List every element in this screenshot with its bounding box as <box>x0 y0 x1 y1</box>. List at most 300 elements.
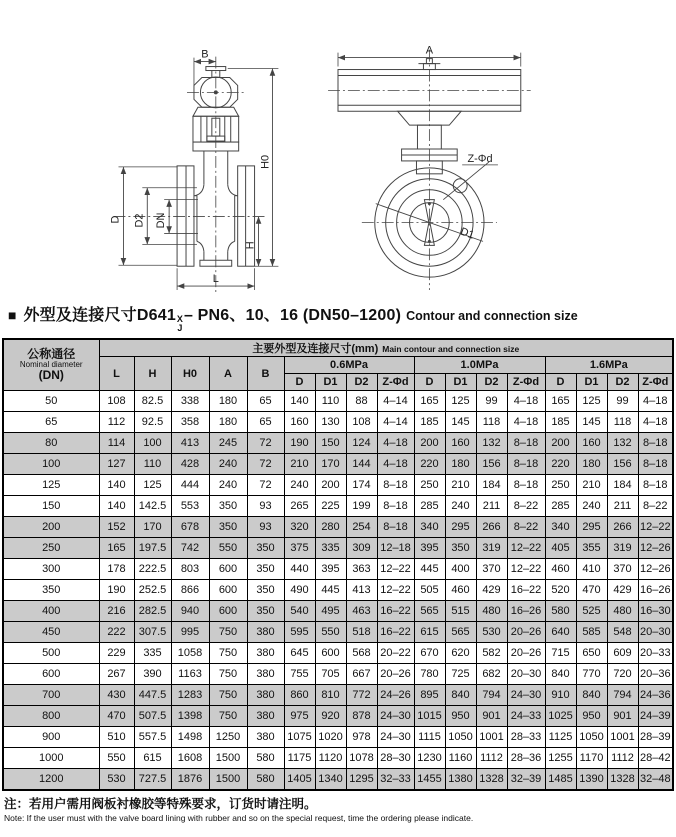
cell-06-d: 1075 <box>284 727 315 748</box>
cell-06-d2: 1295 <box>346 769 377 791</box>
cell-a: 245 <box>209 433 247 454</box>
cell-l: 430 <box>99 685 134 706</box>
cell-10-d: 185 <box>414 412 445 433</box>
cell-16-d: 910 <box>545 685 576 706</box>
cell-10-d: 220 <box>414 454 445 475</box>
table-header <box>3 339 673 391</box>
cell-l: 178 <box>99 559 134 580</box>
cell-16-d: 285 <box>545 496 576 517</box>
cell-16-zphid: 8–18 <box>638 433 673 454</box>
cell-h: 142.5 <box>134 496 171 517</box>
dim-label-l: L <box>212 273 219 286</box>
cell-h: 82.5 <box>134 391 171 412</box>
cell-06-zphid: 20–26 <box>377 664 414 685</box>
group-header-16mpa: 1.6MPa <box>545 357 673 374</box>
cell-16-d: 185 <box>545 412 576 433</box>
cell-16-d1: 650 <box>576 643 607 664</box>
cell-16-d2: 1112 <box>607 748 638 769</box>
cell-a: 550 <box>209 538 247 559</box>
cell-h0: 1398 <box>171 706 209 727</box>
section-title <box>0 298 676 338</box>
cell-16-zphid: 32–48 <box>638 769 673 791</box>
cell-06-d: 755 <box>284 664 315 685</box>
cell-dn: 65 <box>3 412 99 433</box>
cell-h: 92.5 <box>134 412 171 433</box>
cell-b: 65 <box>247 412 284 433</box>
cell-06-d: 440 <box>284 559 315 580</box>
cell-10-d2: 266 <box>476 517 507 538</box>
cell-06-zphid: 24–30 <box>377 727 414 748</box>
sub-header-d: D <box>284 374 315 391</box>
cell-06-d: 240 <box>284 475 315 496</box>
cell-16-d1: 240 <box>576 496 607 517</box>
model-xj-stack <box>177 315 183 332</box>
cell-16-d2: 99 <box>607 391 638 412</box>
table-row <box>3 517 673 538</box>
cell-h0: 413 <box>171 433 209 454</box>
cell-06-d1: 395 <box>315 559 346 580</box>
cell-h0: 1163 <box>171 664 209 685</box>
cell-h: 100 <box>134 433 171 454</box>
cell-10-d: 1115 <box>414 727 445 748</box>
cell-10-d2: 794 <box>476 685 507 706</box>
cell-10-zphid: 20–30 <box>507 664 545 685</box>
cell-06-d2: 568 <box>346 643 377 664</box>
cell-06-d: 595 <box>284 622 315 643</box>
cell-06-d: 140 <box>284 391 315 412</box>
dn-header-en: Nominal diameter <box>19 359 83 369</box>
cell-10-d: 615 <box>414 622 445 643</box>
main-header-en: Main contour and connection size <box>382 344 520 355</box>
cell-06-zphid: 4–18 <box>377 454 414 475</box>
cell-b: 380 <box>247 685 284 706</box>
cell-dn: 200 <box>3 517 99 538</box>
cell-b: 65 <box>247 391 284 412</box>
cell-06-d1: 810 <box>315 685 346 706</box>
cell-10-d: 165 <box>414 391 445 412</box>
cell-a: 1500 <box>209 748 247 769</box>
cell-b: 93 <box>247 496 284 517</box>
cell-16-zphid: 8–22 <box>638 496 673 517</box>
cell-h0: 995 <box>171 622 209 643</box>
cell-06-d1: 1020 <box>315 727 346 748</box>
cell-h0: 742 <box>171 538 209 559</box>
dim-label-h0: H0 <box>259 154 272 169</box>
cell-16-d: 715 <box>545 643 576 664</box>
sub-header-zphid: Z-Φd <box>638 374 673 391</box>
cell-b: 380 <box>247 622 284 643</box>
cell-10-d1: 125 <box>445 391 476 412</box>
cell-10-d: 1455 <box>414 769 445 791</box>
cell-16-d: 840 <box>545 664 576 685</box>
cell-b: 93 <box>247 517 284 538</box>
note-cn: 注：若用户需用阀板衬橡胶等特殊要求，订货时请注明。 <box>4 797 317 812</box>
cell-h0: 1283 <box>171 685 209 706</box>
cell-h: 557.5 <box>134 727 171 748</box>
front-view-drawing <box>109 49 278 293</box>
table-row <box>3 580 673 601</box>
cell-06-d2: 463 <box>346 601 377 622</box>
footer-note <box>4 794 676 823</box>
dim-h <box>245 217 259 267</box>
sub-header-zphid: Z-Φd <box>507 374 545 391</box>
cell-h: 307.5 <box>134 622 171 643</box>
cell-06-d1: 1120 <box>315 748 346 769</box>
cell-h0: 1876 <box>171 769 209 791</box>
cell-h: 252.5 <box>134 580 171 601</box>
cell-a: 1250 <box>209 727 247 748</box>
cell-10-zphid: 32–39 <box>507 769 545 791</box>
cell-10-d1: 400 <box>445 559 476 580</box>
cell-06-d2: 199 <box>346 496 377 517</box>
cell-16-d1: 410 <box>576 559 607 580</box>
sub-header-d2: D2 <box>476 374 507 391</box>
cell-b: 72 <box>247 475 284 496</box>
col-header-H0: H0 <box>171 357 209 391</box>
dim-label-d1: D1 <box>458 225 476 242</box>
cell-10-d: 395 <box>414 538 445 559</box>
cell-dn: 1000 <box>3 748 99 769</box>
cell-16-zphid: 12–26 <box>638 559 673 580</box>
cell-06-zphid: 16–22 <box>377 622 414 643</box>
cell-10-d2: 319 <box>476 538 507 559</box>
cell-l: 112 <box>99 412 134 433</box>
cell-a: 180 <box>209 391 247 412</box>
col-header-dn <box>3 339 99 391</box>
cell-dn: 80 <box>3 433 99 454</box>
cell-h0: 444 <box>171 475 209 496</box>
dim-label-b: B <box>201 48 209 61</box>
cell-06-d1: 200 <box>315 475 346 496</box>
sub-header-d2: D2 <box>346 374 377 391</box>
cell-h: 197.5 <box>134 538 171 559</box>
cell-06-zphid: 8–18 <box>377 496 414 517</box>
cell-10-d: 505 <box>414 580 445 601</box>
cell-16-d1: 125 <box>576 391 607 412</box>
cell-06-d: 490 <box>284 580 315 601</box>
col-header-H: H <box>134 357 171 391</box>
cell-16-d2: 548 <box>607 622 638 643</box>
dim-label-d2: D2 <box>133 213 146 228</box>
cell-06-d: 160 <box>284 412 315 433</box>
cell-dn: 250 <box>3 538 99 559</box>
cell-16-zphid: 28–39 <box>638 727 673 748</box>
cell-16-d2: 370 <box>607 559 638 580</box>
cell-16-zphid: 16–26 <box>638 580 673 601</box>
cell-06-d1: 225 <box>315 496 346 517</box>
group-header-10mpa: 1.0MPa <box>414 357 545 374</box>
note-en: Note: If the user must with the valve board lining with rubber and so on the special request, time the ordering please indicate. <box>4 813 474 824</box>
cell-10-d2: 530 <box>476 622 507 643</box>
cell-16-zphid: 20–36 <box>638 664 673 685</box>
cell-16-d2: 184 <box>607 475 638 496</box>
cell-h: 110 <box>134 454 171 475</box>
cell-l: 530 <box>99 769 134 791</box>
cell-a: 600 <box>209 580 247 601</box>
cell-a: 600 <box>209 559 247 580</box>
cell-h0: 866 <box>171 580 209 601</box>
cell-16-zphid: 8–18 <box>638 454 673 475</box>
cell-10-d2: 682 <box>476 664 507 685</box>
table-body <box>3 391 673 791</box>
cell-h0: 358 <box>171 412 209 433</box>
cell-16-d2: 118 <box>607 412 638 433</box>
cell-10-zphid: 4–18 <box>507 412 545 433</box>
sub-header-d2: D2 <box>607 374 638 391</box>
col-header-L: L <box>99 357 134 391</box>
cell-16-zphid: 20–33 <box>638 643 673 664</box>
cell-16-d1: 355 <box>576 538 607 559</box>
cell-b: 350 <box>247 538 284 559</box>
cell-10-d: 670 <box>414 643 445 664</box>
cell-b: 350 <box>247 580 284 601</box>
cell-10-d2: 582 <box>476 643 507 664</box>
cell-l: 216 <box>99 601 134 622</box>
cell-l: 550 <box>99 748 134 769</box>
cell-l: 152 <box>99 517 134 538</box>
cell-dn: 500 <box>3 643 99 664</box>
cell-16-d1: 1050 <box>576 727 607 748</box>
cell-16-zphid: 28–42 <box>638 748 673 769</box>
cell-10-d2: 1112 <box>476 748 507 769</box>
cell-b: 350 <box>247 559 284 580</box>
cell-10-zphid: 8–18 <box>507 433 545 454</box>
cell-16-d: 580 <box>545 601 576 622</box>
table-row <box>3 727 673 748</box>
col-header-B: B <box>247 357 284 391</box>
cell-dn: 450 <box>3 622 99 643</box>
cell-06-d1: 705 <box>315 664 346 685</box>
cell-06-d2: 124 <box>346 433 377 454</box>
main-header-cn: 主要外型及连接尺寸(mm) <box>252 343 379 356</box>
cell-10-d: 285 <box>414 496 445 517</box>
cell-06-d2: 413 <box>346 580 377 601</box>
cell-16-d: 220 <box>545 454 576 475</box>
dimension-table <box>2 338 674 791</box>
cell-h: 727.5 <box>134 769 171 791</box>
cell-16-zphid: 12–22 <box>638 517 673 538</box>
cell-16-d: 460 <box>545 559 576 580</box>
cell-10-d2: 118 <box>476 412 507 433</box>
table-row <box>3 601 673 622</box>
cell-10-d2: 99 <box>476 391 507 412</box>
cell-16-zphid: 4–18 <box>638 412 673 433</box>
cell-10-d1: 460 <box>445 580 476 601</box>
cell-06-d2: 88 <box>346 391 377 412</box>
cell-06-zphid: 4–18 <box>377 433 414 454</box>
cell-10-d2: 184 <box>476 475 507 496</box>
cell-06-d: 1405 <box>284 769 315 791</box>
cell-h: 170 <box>134 517 171 538</box>
cell-06-d: 1175 <box>284 748 315 769</box>
cell-h: 125 <box>134 475 171 496</box>
cell-10-zphid: 8–22 <box>507 517 545 538</box>
cell-b: 580 <box>247 748 284 769</box>
cell-06-zphid: 24–26 <box>377 685 414 706</box>
sub-header-d: D <box>545 374 576 391</box>
cell-16-d: 250 <box>545 475 576 496</box>
cell-16-d2: 901 <box>607 706 638 727</box>
cell-a: 750 <box>209 685 247 706</box>
cell-06-zphid: 8–18 <box>377 475 414 496</box>
cell-10-zphid: 24–33 <box>507 706 545 727</box>
cell-16-d1: 145 <box>576 412 607 433</box>
cell-06-d1: 495 <box>315 601 346 622</box>
cell-06-d: 190 <box>284 433 315 454</box>
cell-10-d: 1015 <box>414 706 445 727</box>
cell-l: 140 <box>99 475 134 496</box>
cell-dn: 350 <box>3 580 99 601</box>
cell-06-d2: 667 <box>346 664 377 685</box>
cell-10-d2: 1001 <box>476 727 507 748</box>
model-sup: X <box>176 314 183 324</box>
cell-16-d1: 1170 <box>576 748 607 769</box>
main-header <box>99 339 673 357</box>
cell-l: 114 <box>99 433 134 454</box>
cell-10-d2: 1328 <box>476 769 507 791</box>
cell-16-d1: 840 <box>576 685 607 706</box>
cell-10-d1: 145 <box>445 412 476 433</box>
cell-10-d1: 240 <box>445 496 476 517</box>
title-cn-prefix: 外型及连接尺寸D641 <box>23 307 176 324</box>
cell-10-zphid: 8–18 <box>507 454 545 475</box>
cell-06-d1: 335 <box>315 538 346 559</box>
cell-16-zphid: 24–36 <box>638 685 673 706</box>
cell-06-d2: 174 <box>346 475 377 496</box>
cell-16-zphid: 16–30 <box>638 601 673 622</box>
cell-06-d2: 518 <box>346 622 377 643</box>
cell-06-d2: 108 <box>346 412 377 433</box>
cell-h0: 338 <box>171 391 209 412</box>
cell-a: 350 <box>209 517 247 538</box>
cell-a: 240 <box>209 454 247 475</box>
dn-header-unit: (DN) <box>38 368 64 383</box>
table-row <box>3 622 673 643</box>
dim-label-a: A <box>425 44 434 57</box>
table-row <box>3 559 673 580</box>
cell-h0: 803 <box>171 559 209 580</box>
cell-10-d1: 180 <box>445 454 476 475</box>
cell-10-d1: 620 <box>445 643 476 664</box>
cell-06-d2: 254 <box>346 517 377 538</box>
table-row <box>3 706 673 727</box>
cell-10-d1: 1160 <box>445 748 476 769</box>
table-row <box>3 748 673 769</box>
cell-16-d: 520 <box>545 580 576 601</box>
cell-16-d1: 160 <box>576 433 607 454</box>
cell-06-zphid: 12–22 <box>377 559 414 580</box>
cell-10-d1: 295 <box>445 517 476 538</box>
table-row <box>3 496 673 517</box>
sub-header-d1: D1 <box>315 374 346 391</box>
cell-10-d1: 1380 <box>445 769 476 791</box>
cell-dn: 1200 <box>3 769 99 791</box>
cell-06-zphid: 4–14 <box>377 391 414 412</box>
cell-16-d2: 429 <box>607 580 638 601</box>
title-en: Contour and connection size <box>406 309 578 323</box>
cell-h0: 1498 <box>171 727 209 748</box>
cell-16-d1: 295 <box>576 517 607 538</box>
table-row <box>3 769 673 791</box>
cell-10-d1: 565 <box>445 622 476 643</box>
cell-10-d: 895 <box>414 685 445 706</box>
cell-16-d2: 609 <box>607 643 638 664</box>
cell-l: 165 <box>99 538 134 559</box>
cell-16-d2: 480 <box>607 601 638 622</box>
cell-h: 282.5 <box>134 601 171 622</box>
cell-06-zphid: 12–22 <box>377 580 414 601</box>
cell-06-zphid: 4–14 <box>377 412 414 433</box>
dim-label-z-phi-d: Z-Φd <box>467 152 493 165</box>
cell-dn: 600 <box>3 664 99 685</box>
cell-10-d2: 370 <box>476 559 507 580</box>
cell-16-d1: 770 <box>576 664 607 685</box>
cell-06-zphid: 20–22 <box>377 643 414 664</box>
cell-10-zphid: 12–22 <box>507 559 545 580</box>
cell-16-d: 165 <box>545 391 576 412</box>
cell-16-d2: 1328 <box>607 769 638 791</box>
cell-b: 350 <box>247 601 284 622</box>
cell-10-d2: 480 <box>476 601 507 622</box>
cell-06-zphid: 24–30 <box>377 706 414 727</box>
table-row <box>3 412 673 433</box>
cell-b: 380 <box>247 643 284 664</box>
table-row <box>3 433 673 454</box>
cell-10-zphid: 12–22 <box>507 538 545 559</box>
group-header-06mpa: 0.6MPa <box>284 357 414 374</box>
table-row <box>3 391 673 412</box>
cell-06-zphid: 16–22 <box>377 601 414 622</box>
cell-dn: 50 <box>3 391 99 412</box>
cell-10-d2: 156 <box>476 454 507 475</box>
cell-l: 222 <box>99 622 134 643</box>
cell-h: 335 <box>134 643 171 664</box>
cell-dn: 700 <box>3 685 99 706</box>
cell-16-d2: 211 <box>607 496 638 517</box>
cell-16-d2: 156 <box>607 454 638 475</box>
cell-16-zphid: 4–18 <box>638 391 673 412</box>
cell-10-zphid: 16–26 <box>507 601 545 622</box>
cell-06-d1: 170 <box>315 454 346 475</box>
cell-16-d2: 319 <box>607 538 638 559</box>
cell-16-d1: 210 <box>576 475 607 496</box>
cell-10-zphid: 8–18 <box>507 475 545 496</box>
cell-06-d: 265 <box>284 496 315 517</box>
cell-16-zphid: 24–39 <box>638 706 673 727</box>
cell-06-d2: 878 <box>346 706 377 727</box>
cell-06-d: 320 <box>284 517 315 538</box>
cell-16-d2: 132 <box>607 433 638 454</box>
cell-06-zphid: 8–18 <box>377 517 414 538</box>
cell-06-d1: 280 <box>315 517 346 538</box>
cell-a: 750 <box>209 664 247 685</box>
cell-10-zphid: 24–30 <box>507 685 545 706</box>
cell-a: 350 <box>209 496 247 517</box>
cell-10-d1: 210 <box>445 475 476 496</box>
dim-label-d: D <box>109 215 122 224</box>
cell-10-d: 780 <box>414 664 445 685</box>
sub-header-d: D <box>414 374 445 391</box>
cell-06-d1: 550 <box>315 622 346 643</box>
valve-drawings-svg <box>0 0 676 298</box>
cell-16-d1: 525 <box>576 601 607 622</box>
cell-06-zphid: 28–30 <box>377 748 414 769</box>
cell-16-d: 1485 <box>545 769 576 791</box>
cell-dn: 150 <box>3 496 99 517</box>
table-row <box>3 538 673 559</box>
col-header-A: A <box>209 357 247 391</box>
cell-dn: 800 <box>3 706 99 727</box>
